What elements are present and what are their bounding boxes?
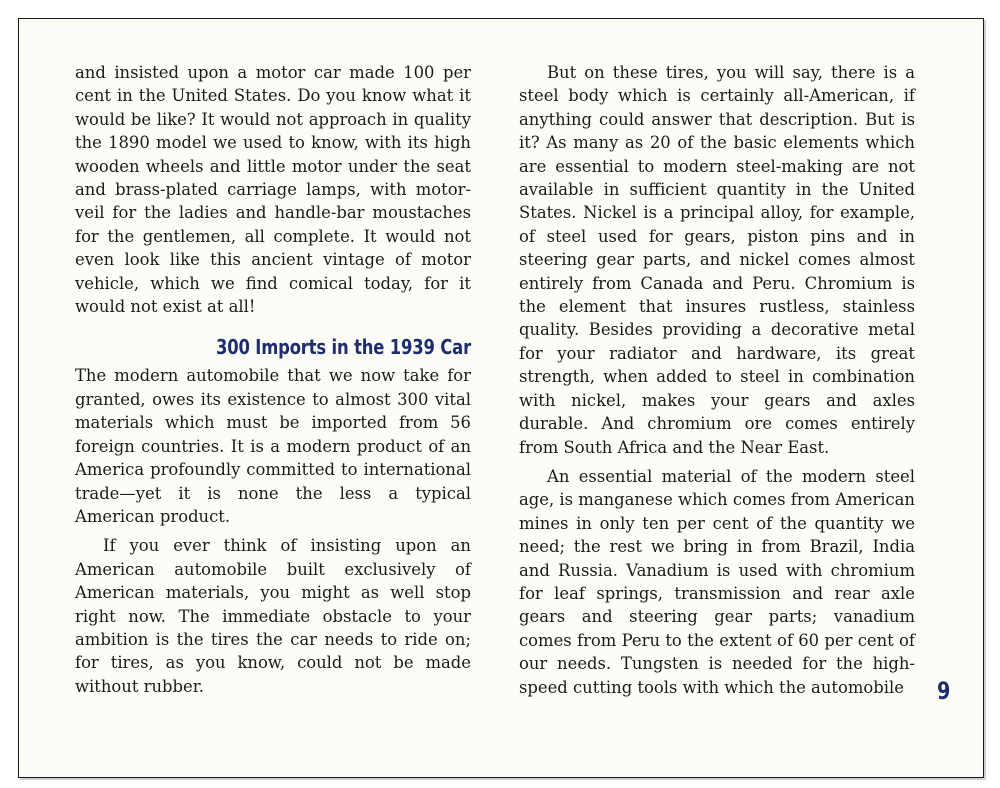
left-paragraph-1: and insisted upon a motor car made 100 per cent in the United States. Do you know what it would be like? It would not approach in quality the 1890 model we used to know, with its high wooden wheels and little motor under the seat and brass-plated carriage lamps, with motor-veil for the ladies and handle-bar moustaches for the gentlemen, all complete. It would not even look like this ancient vintage of motor vehicle, which we find comical today, for it would not exist at all! xyxy=(75,63,471,317)
right-paragraph-2: An essential material of the modern steel age, is manganese which comes from American mines in only ten per cent of the quantity we need; the rest we bring in from Brazil, India and Russia. Vanadium is used with chromium for leaf springs, transmission and rear axle gears and steering gear parts; vanadium comes from Peru to the extent of 60 per cent of our needs. Tungsten is needed for the high-speed cutting tools with which the automobile xyxy=(519,466,915,697)
right-paragraph-1: But on these tires, you will say, there is a steel body which is certainly all-American, if anything could answer that description. But is it? As many as 20 of the basic elements which are essential to modern steel-making are not available in sufficient quantity in the United States. Nickel is a principal alloy, for example, of steel used for gears, piston pins and in steering gear parts, and nickel comes almost entirely from Canada and Peru. Chromium is the element that insures rustless, stainless quality. Besides providing a decorative metal for your radiator and hardware, its great strength, when added to steel in combination with nickel, makes your gears and axles durable. And chromium ore comes entirely from South Africa and the Near East. xyxy=(519,63,915,457)
left-paragraph-2: The modern automobile that we now take for granted, owes its existence to almost 300 vital materials which must be imported from 56 foreign countries. It is a modern product of an America profoundly committed to international trade—yet it is none the less a typical American product. xyxy=(75,366,471,526)
right-column xyxy=(519,61,915,699)
section-heading: 300 Imports in the 1939 Car xyxy=(215,335,471,360)
document-page xyxy=(18,18,984,778)
page-number: 9 xyxy=(937,677,951,705)
left-column xyxy=(75,61,471,698)
left-paragraph-3: If you ever think of insisting upon an American automobile built exclusively of American materials, you might as well stop right now. The immediate obstacle to your ambition is the tires the car needs to ride on; for tires, as you know, could not be made without rubber. xyxy=(75,536,471,696)
